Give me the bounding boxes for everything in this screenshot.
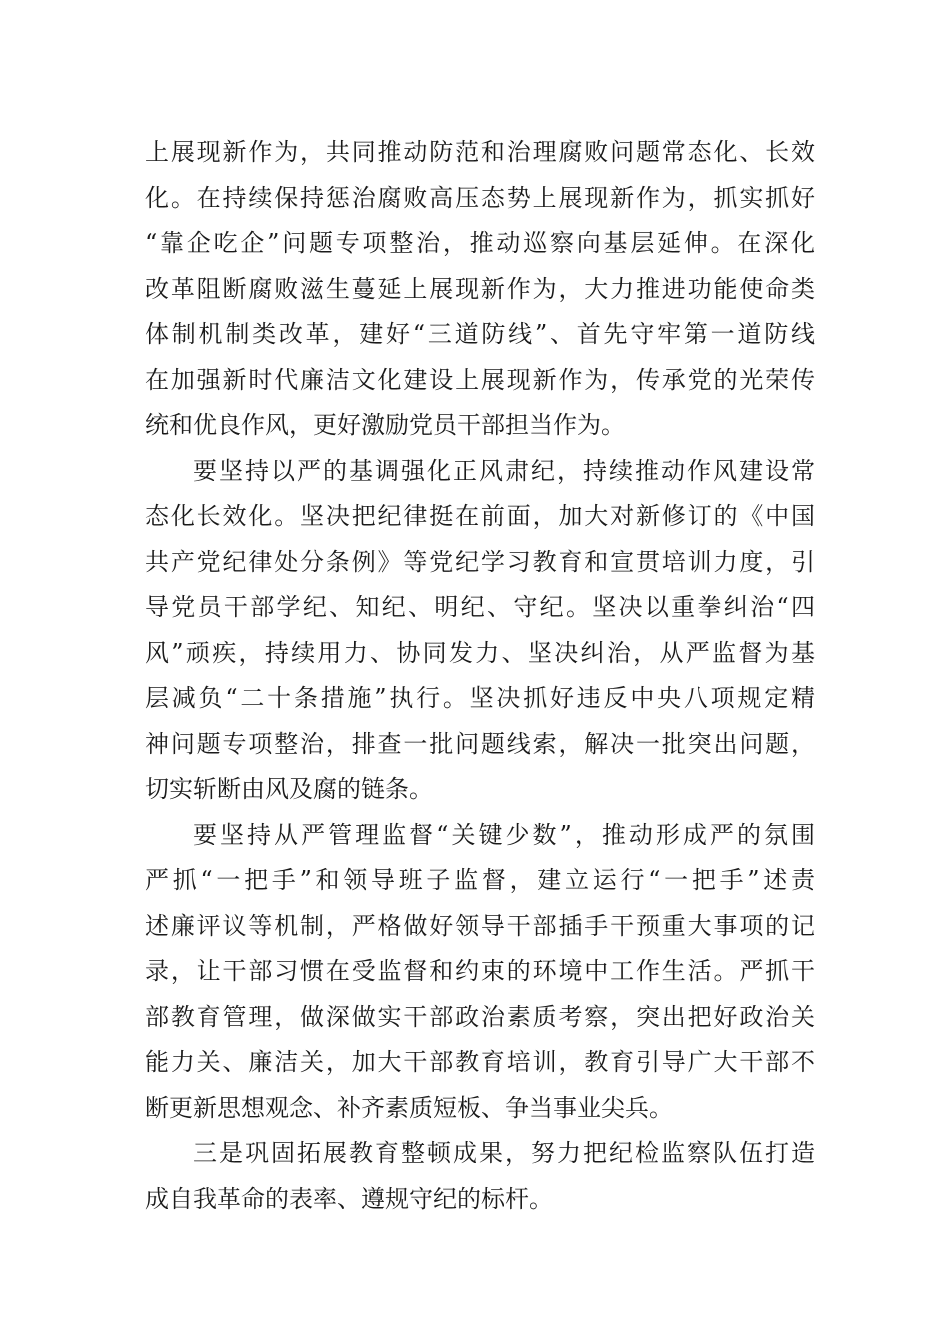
text-line: 成自我革命的表率、遵规守纪的标杆。	[145, 1184, 553, 1213]
paragraph-first-line: 三是巩固拓展教育整顿成果，努力把纪检监察队伍打造	[193, 1139, 815, 1167]
paragraph-first-line: 要坚持以严的基调强化正风肃纪，持续推动作风建设常	[193, 456, 815, 485]
text-line: 态化长效化。坚决把纪律挺在前面，加大对新修订的《中国	[145, 502, 815, 530]
text-line: 能力关、廉洁关，加大干部教育培训，教育引导广大干部不	[145, 1048, 815, 1076]
paragraph-first-line: 要坚持从严管理监督“关键少数”，推动形成严的氛围	[193, 820, 815, 849]
text-line: 改革阻断腐败滋生蔓延上展现新作为，大力推进功能使命类	[145, 274, 815, 303]
text-line: 化。在持续保持惩治腐败高压态势上展现新作为，抓实抓好	[145, 183, 815, 212]
text-line: 共产党纪律处分条例》等党纪学习教育和宣贯培训力度，引	[145, 547, 815, 576]
text-line: 体制机制类改革，建好“三道防线”、首先守牢第一道防线	[145, 320, 815, 348]
text-line: 断更新思想观念、补齐素质短板、争当事业尖兵。	[145, 1093, 673, 1122]
text-line: 统和优良作风，更好激励党员干部担当作为。	[145, 411, 625, 439]
text-line: 录，让干部习惯在受监督和约束的环境中工作生活。严抓干	[145, 957, 815, 985]
text-line: 导党员干部学纪、知纪、明纪、守纪。坚决以重拳纠治“四	[145, 593, 815, 621]
text-line: 在加强新时代廉洁文化建设上展现新作为，传承党的光荣传	[145, 365, 815, 394]
text-line: 层减负“二十条措施”执行。坚决抓好违反中央八项规定精	[145, 684, 815, 712]
text-line: 严抓“一把手”和领导班子监督，建立运行“一把手”述责	[145, 866, 815, 894]
body-text	[145, 130, 815, 1222]
text-line: “靠企吃企”问题专项整治，推动巡察向基层延伸。在深化	[145, 229, 815, 257]
text-line: 部教育管理，做深做实干部政治素质考察，突出把好政治关	[145, 1002, 815, 1031]
text-line: 切实斩断由风及腐的链条。	[145, 775, 433, 803]
text-line: 述廉评议等机制，严格做好领导干部插手干预重大事项的记	[145, 911, 815, 940]
text-line: 上展现新作为，共同推动防范和治理腐败问题常态化、长效	[145, 138, 815, 166]
text-line: 风”顽疾，持续用力、协同发力、坚决纠治，从严监督为基	[145, 638, 815, 667]
text-line: 神问题专项整治，排查一批问题线索，解决一批突出问题，	[145, 729, 815, 758]
